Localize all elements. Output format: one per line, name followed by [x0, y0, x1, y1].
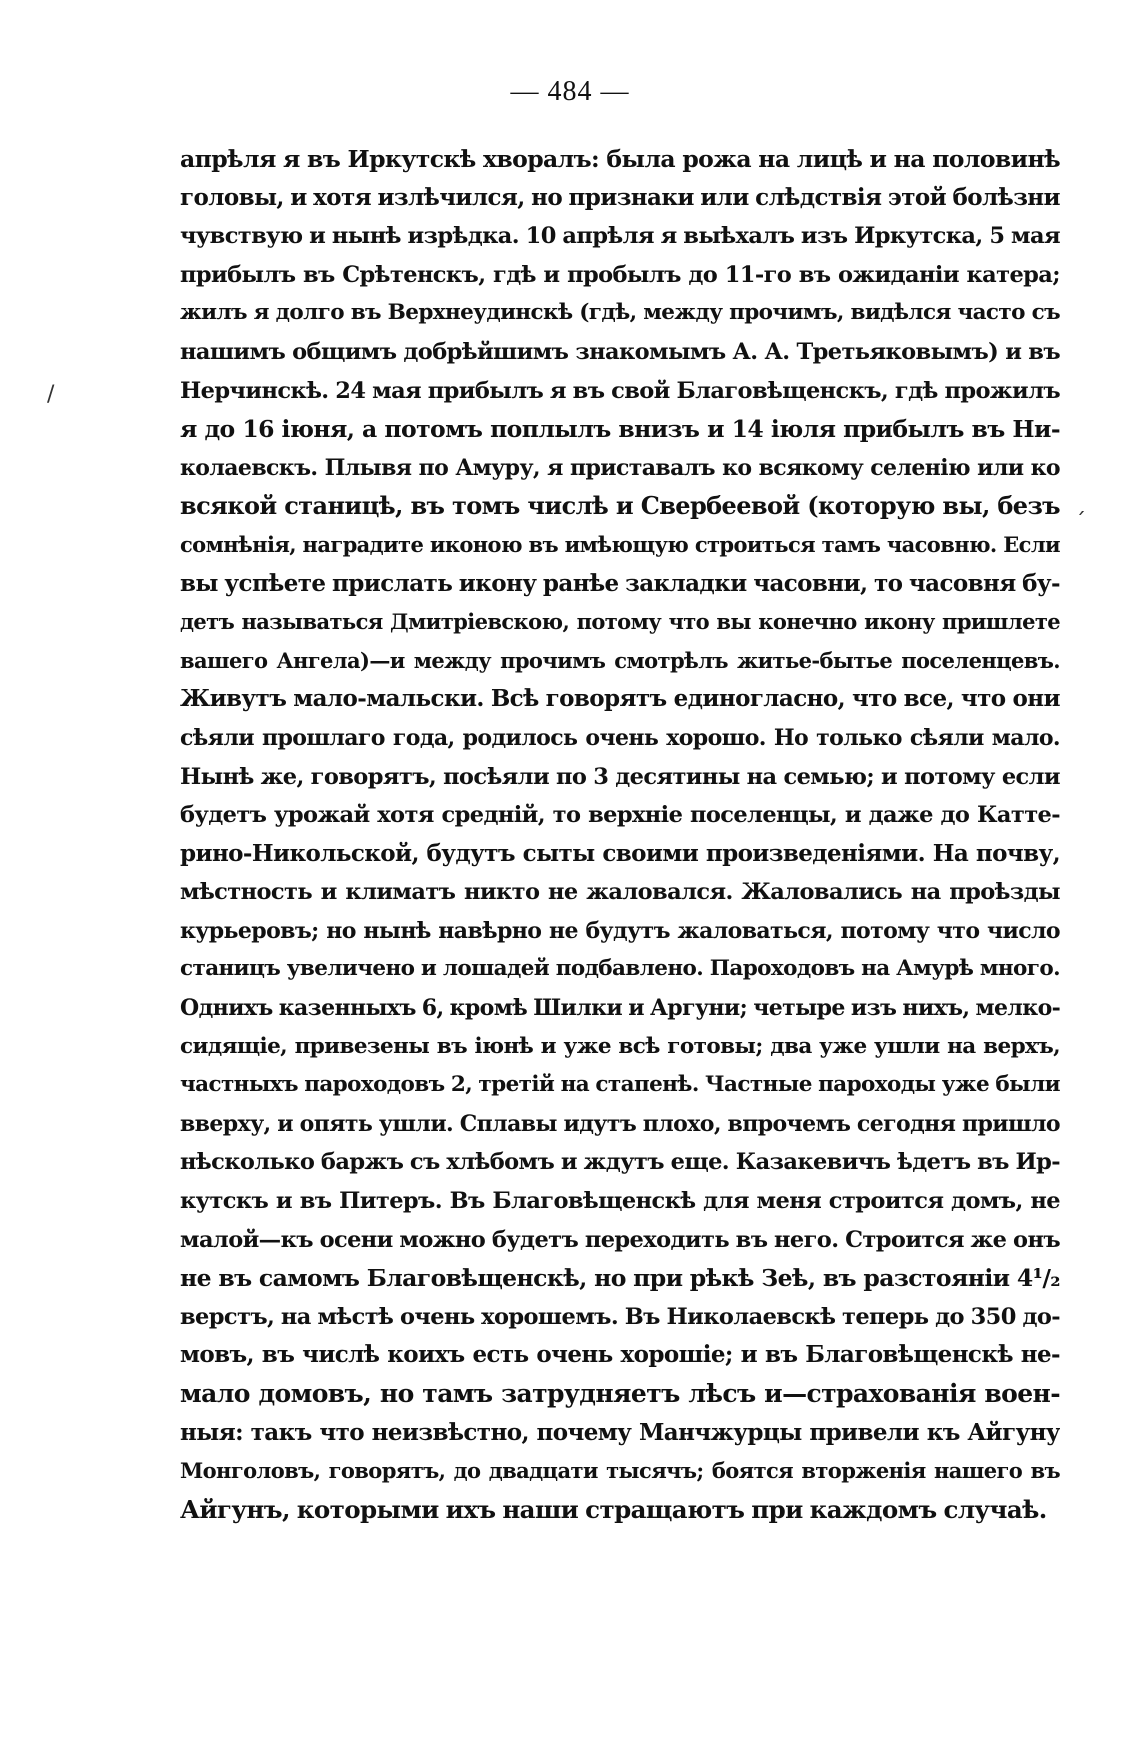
- margin-mark-icon: ˊ: [1075, 510, 1086, 535]
- text-line: нашимъ общимъ добрѣйшимъ знакомымъ А. А. Третьяковымъ) и въ: [180, 338, 1060, 365]
- text-line: вверху, и опять ушли. Сплавы идутъ плохо, впрочемъ сегодня пришло: [180, 1110, 1060, 1137]
- text-line: прибылъ въ Срѣтенскъ, гдѣ и пробылъ до 11-го въ ожиданіи катера;: [180, 261, 1060, 288]
- text-line: детъ называться Дмитріевскою, потому что вы конечно икону пришлете: [180, 609, 1060, 635]
- text-line: нѣсколько баржъ съ хлѣбомъ и ждутъ еще. Казакевичъ ѣдетъ въ Ир-: [180, 1149, 1060, 1176]
- text-line: колаевскъ. Плывя по Амуру, я приставалъ ко всякому селенію или ко: [180, 454, 1060, 481]
- text-line: Монголовъ, говорятъ, до двадцати тысячъ; боятся вторженія нашего въ: [180, 1458, 1060, 1484]
- text-line: вашего Ангела)—и между прочимъ смотрѣлъ житье-бытье поселенцевъ.: [180, 647, 1060, 673]
- text-line: сомнѣнія, наградите иконою въ имѣющую строиться тамъ часовню. Если: [180, 531, 1060, 557]
- text-line: апрѣля я въ Иркутскѣ хворалъ: была рожа на лицѣ и на половинѣ: [180, 145, 1060, 173]
- text-line: сидящіе, привезены въ іюнѣ и уже всѣ готовы; два уже ушли на верхъ,: [180, 1033, 1060, 1059]
- body-text: [180, 140, 1060, 1529]
- text-line-last: Айгунъ, которыми ихъ наши стращаютъ при каждомъ случаѣ.: [180, 1494, 1047, 1524]
- text-line: Нерчинскѣ. 24 мая прибылъ я въ свой Благовѣщенскъ, гдѣ прожилъ: [180, 377, 1060, 404]
- text-line: ныя: такъ что неизвѣстно, почему Манчжурцы привели къ Айгуну: [180, 1418, 1060, 1446]
- text-line: вы успѣете прислать икону ранѣе закладки часовни, то часовня бу-: [180, 569, 1060, 597]
- text-line: станицъ увеличено и лошадей подбавлено. Пароходовъ на Амурѣ много.: [180, 956, 1060, 982]
- text-line: чувствую и нынѣ изрѣдка. 10 апрѣля я выѣхалъ изъ Иркутска, 5 мая: [180, 223, 1060, 250]
- text-line: Живутъ мало-мальски. Всѣ говорятъ единогласно, что все, что они: [180, 685, 1060, 713]
- text-line: курьеровъ; но нынѣ навѣрно не будутъ жаловаться, потому что число: [180, 917, 1060, 944]
- text-line: частныхъ пароходовъ 2, третій на стапенѣ. Частные пароходы уже были: [180, 1072, 1060, 1098]
- margin-mark-icon: /: [47, 382, 55, 407]
- text-line: Однихъ казенныхъ 6, кромѣ Шилки и Аргуни; четыре изъ нихъ, мелко-: [180, 995, 1060, 1022]
- text-line: кутскъ и въ Питеръ. Въ Благовѣщенскѣ для меня строится домъ, не: [180, 1188, 1060, 1215]
- text-line: рино-Никольской, будутъ сыты своими произведеніями. На почву,: [180, 839, 1060, 867]
- text-line: будетъ урожай хотя средній, то верхніе поселенцы, и даже до Катте-: [180, 802, 1060, 829]
- text-line: всякой станицѣ, въ томъ числѣ и Свербеевой (которую вы, безъ: [180, 491, 1060, 521]
- page-number: — 484 —: [510, 76, 630, 107]
- text-line: мѣстность и климатъ никто не жаловался. Жаловались на проѣзды: [180, 879, 1060, 906]
- text-line: мовъ, въ числѣ коихъ есть очень хорошіе; и въ Благовѣщенскѣ не-: [180, 1341, 1060, 1369]
- text-line: я до 16 іюня, а потомъ поплылъ внизъ и 14 іюля прибылъ въ Ни-: [180, 415, 1060, 444]
- text-line: Нынѣ же, говорятъ, посѣяли по 3 десятины на семью; и потому если: [180, 763, 1060, 790]
- text-line: мало домовъ, но тамъ затрудняетъ лѣсъ и—страхованія воен-: [180, 1379, 1060, 1408]
- text-line: малой—къ осени можно будетъ переходить въ него. Строится же онъ: [180, 1226, 1060, 1253]
- text-line: жилъ я долго въ Верхнеудинскѣ (гдѣ, между прочимъ, видѣлся часто съ: [180, 300, 1060, 326]
- text-line: сѣяли прошлаго года, родилось очень хорошо. Но только сѣяли мало.: [180, 724, 1060, 751]
- text-line: не въ самомъ Благовѣщенскѣ, но при рѣкѣ Зеѣ, въ разстояніи 4¹/₂: [180, 1264, 1060, 1293]
- text-line: головы, и хотя излѣчился, но признаки или слѣдствія этой болѣзни: [180, 183, 1060, 211]
- text-line: верстъ, на мѣстѣ очень хорошемъ. Въ Николаевскѣ теперь до 350 до-: [180, 1303, 1060, 1330]
